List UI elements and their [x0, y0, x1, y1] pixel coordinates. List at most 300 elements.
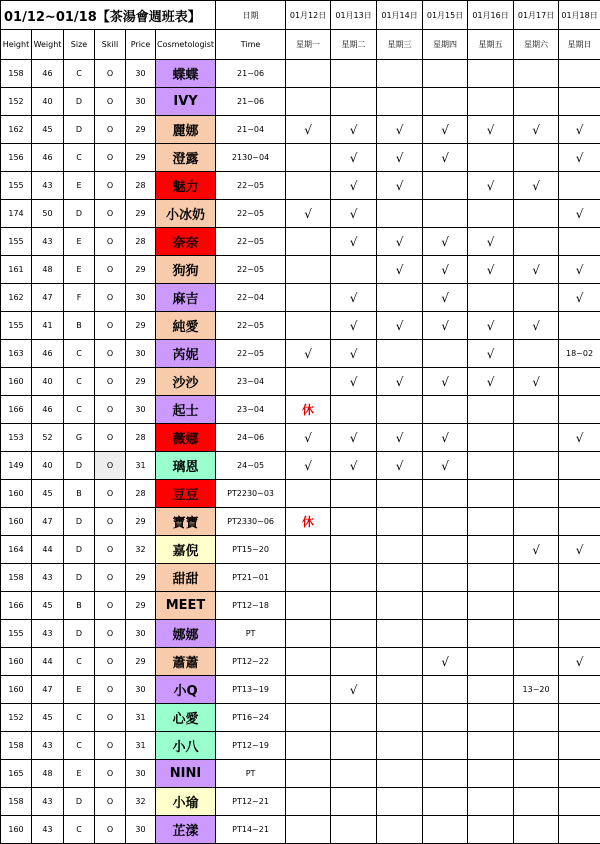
cell-height: 162: [1, 284, 32, 312]
day-cell: [514, 144, 559, 172]
day-cell: [331, 704, 377, 732]
day-cell: [331, 396, 377, 424]
shift-time: 22~05: [216, 228, 286, 256]
cell-skill: O: [95, 592, 126, 620]
cosmetologist-name: 寶寶: [156, 508, 216, 536]
table-row: [1, 144, 600, 172]
cell-skill: O: [95, 760, 126, 788]
day-cell: [377, 564, 423, 592]
cell-height: 155: [1, 228, 32, 256]
day-cell: [377, 396, 423, 424]
check-mark: √: [423, 284, 468, 312]
cell-size: C: [64, 368, 95, 396]
shift-time: PT12~18: [216, 592, 286, 620]
day-cell: [423, 88, 468, 116]
day-cell: [514, 340, 559, 368]
cell-size: E: [64, 256, 95, 284]
table-row: [1, 564, 600, 592]
cell-price: 28: [126, 424, 156, 452]
check-mark: √: [423, 116, 468, 144]
cell-price: 30: [126, 620, 156, 648]
check-mark: √: [468, 116, 514, 144]
table-row: [1, 60, 600, 88]
shift-note: 18~02: [559, 340, 600, 368]
shift-time: PT16~24: [216, 704, 286, 732]
day-cell: [559, 480, 600, 508]
cosmetologist-name: 甜甜: [156, 564, 216, 592]
day-cell: [377, 508, 423, 536]
check-mark: √: [468, 312, 514, 340]
check-mark: √: [377, 228, 423, 256]
table-row: [1, 676, 600, 704]
cell-height: 174: [1, 200, 32, 228]
day-cell: [331, 732, 377, 760]
cell-price: 30: [126, 396, 156, 424]
day-cell: [377, 620, 423, 648]
day-cell: [423, 480, 468, 508]
cell-price: 29: [126, 312, 156, 340]
day-cell: [377, 648, 423, 676]
cell-weight: 40: [32, 368, 64, 396]
table-row: [1, 732, 600, 760]
cell-height: 160: [1, 816, 32, 844]
cell-weight: 46: [32, 396, 64, 424]
shift-time: 21~04: [216, 116, 286, 144]
day-cell: [423, 536, 468, 564]
day-cell: [559, 312, 600, 340]
cell-skill: O: [95, 200, 126, 228]
cell-size: C: [64, 732, 95, 760]
table-row: [1, 816, 600, 844]
day-cell: [423, 816, 468, 844]
cell-height: 156: [1, 144, 32, 172]
weekday-header: 星期一: [286, 30, 331, 60]
check-mark: √: [423, 452, 468, 480]
day-cell: [286, 536, 331, 564]
shift-time: PT12~19: [216, 732, 286, 760]
check-mark: √: [514, 256, 559, 284]
cell-skill: O: [95, 676, 126, 704]
check-mark: √: [286, 116, 331, 144]
day-cell: [377, 704, 423, 732]
shift-time: PT12~21: [216, 788, 286, 816]
day-cell: [559, 508, 600, 536]
check-mark: √: [377, 424, 423, 452]
day-cell: [331, 592, 377, 620]
day-cell: [514, 788, 559, 816]
day-cell: [468, 592, 514, 620]
table-row: [1, 760, 600, 788]
cell-height: 161: [1, 256, 32, 284]
cell-height: 155: [1, 620, 32, 648]
day-cell: [377, 816, 423, 844]
cell-price: 32: [126, 536, 156, 564]
day-cell: [331, 620, 377, 648]
cell-skill: O: [95, 424, 126, 452]
cell-skill: O: [95, 228, 126, 256]
cell-skill: O: [95, 620, 126, 648]
shift-time: PT13~19: [216, 676, 286, 704]
column-header-skill: Skill: [95, 30, 126, 60]
shift-time: 24~05: [216, 452, 286, 480]
cosmetologist-name: 沙沙: [156, 368, 216, 396]
day-cell: [377, 536, 423, 564]
check-mark: √: [468, 340, 514, 368]
day-cell: [423, 200, 468, 228]
day-cell: [468, 480, 514, 508]
cell-size: E: [64, 676, 95, 704]
day-cell: [423, 172, 468, 200]
cell-weight: 43: [32, 228, 64, 256]
day-cell: [468, 536, 514, 564]
shift-time: 24~06: [216, 424, 286, 452]
shift-time: PT2330~06: [216, 508, 286, 536]
check-mark: √: [331, 200, 377, 228]
cell-skill: O: [95, 340, 126, 368]
day-cell: [286, 564, 331, 592]
cell-height: 165: [1, 760, 32, 788]
cosmetologist-name: 娜娜: [156, 620, 216, 648]
cell-size: F: [64, 284, 95, 312]
day-cell: [468, 88, 514, 116]
cell-height: 166: [1, 396, 32, 424]
cell-size: B: [64, 312, 95, 340]
day-cell: [377, 480, 423, 508]
cell-weight: 45: [32, 704, 64, 732]
day-cell: [514, 88, 559, 116]
table-row: [1, 172, 600, 200]
day-cell: [468, 284, 514, 312]
weekday-header: 星期四: [423, 30, 468, 60]
check-mark: √: [331, 116, 377, 144]
cell-skill: O: [95, 536, 126, 564]
check-mark: √: [514, 312, 559, 340]
cell-weight: 45: [32, 480, 64, 508]
check-mark: √: [559, 536, 600, 564]
check-mark: √: [559, 144, 600, 172]
cell-height: 158: [1, 788, 32, 816]
column-header-height: Height: [1, 30, 32, 60]
day-off-mark: 休: [286, 396, 331, 424]
day-cell: [286, 760, 331, 788]
table-row: [1, 368, 600, 396]
cell-weight: 43: [32, 172, 64, 200]
day-cell: [423, 620, 468, 648]
day-cell: [468, 396, 514, 424]
cell-price: 29: [126, 116, 156, 144]
cell-skill: O: [95, 508, 126, 536]
date-label: 日期: [216, 1, 286, 30]
day-cell: [559, 452, 600, 480]
column-header-cosmetologist: Cosmetologist: [156, 30, 216, 60]
cell-price: 30: [126, 760, 156, 788]
cell-weight: 43: [32, 620, 64, 648]
day-cell: [377, 676, 423, 704]
check-mark: √: [468, 256, 514, 284]
check-mark: √: [423, 648, 468, 676]
table-row: [1, 340, 600, 368]
day-cell: [331, 60, 377, 88]
day-cell: [286, 144, 331, 172]
table-row: [1, 116, 600, 144]
cell-weight: 45: [32, 592, 64, 620]
day-cell: [423, 396, 468, 424]
check-mark: √: [377, 368, 423, 396]
date-header: 01月18日: [559, 1, 600, 30]
day-cell: [423, 676, 468, 704]
cosmetologist-name: 狗狗: [156, 256, 216, 284]
shift-time: 23~04: [216, 368, 286, 396]
day-cell: [468, 620, 514, 648]
check-mark: √: [559, 424, 600, 452]
cosmetologist-name: 麗娜: [156, 116, 216, 144]
cell-skill: O: [95, 144, 126, 172]
check-mark: √: [377, 312, 423, 340]
check-mark: √: [559, 256, 600, 284]
day-cell: [559, 760, 600, 788]
day-cell: [286, 620, 331, 648]
table-row: [1, 592, 600, 620]
cosmetologist-name: 小瑜: [156, 788, 216, 816]
check-mark: √: [423, 228, 468, 256]
cell-weight: 47: [32, 676, 64, 704]
cell-skill: O: [95, 312, 126, 340]
check-mark: √: [377, 116, 423, 144]
check-mark: √: [331, 312, 377, 340]
check-mark: √: [331, 228, 377, 256]
cell-price: 30: [126, 60, 156, 88]
day-cell: [514, 200, 559, 228]
day-cell: [468, 732, 514, 760]
cosmetologist-name: 小冰奶: [156, 200, 216, 228]
cell-skill: O: [95, 648, 126, 676]
day-cell: [331, 788, 377, 816]
column-header-size: Size: [64, 30, 95, 60]
cell-price: 28: [126, 172, 156, 200]
cell-skill: O: [95, 396, 126, 424]
table-row: [1, 424, 600, 452]
day-cell: [559, 732, 600, 760]
day-cell: [468, 816, 514, 844]
shift-time: PT21~01: [216, 564, 286, 592]
cosmetologist-name: 純愛: [156, 312, 216, 340]
cell-size: D: [64, 200, 95, 228]
table-row: [1, 284, 600, 312]
day-cell: [468, 424, 514, 452]
day-cell: [559, 88, 600, 116]
cell-weight: 44: [32, 648, 64, 676]
day-cell: [377, 732, 423, 760]
cell-height: 160: [1, 648, 32, 676]
check-mark: √: [423, 368, 468, 396]
cell-size: C: [64, 60, 95, 88]
day-cell: [514, 732, 559, 760]
table-row: [1, 508, 600, 536]
day-cell: [559, 704, 600, 732]
shift-time: PT2230~03: [216, 480, 286, 508]
shift-time: 21~06: [216, 60, 286, 88]
cell-skill: O: [95, 704, 126, 732]
day-cell: [559, 788, 600, 816]
table-row: [1, 88, 600, 116]
cell-skill: O: [95, 368, 126, 396]
weekday-header: 星期六: [514, 30, 559, 60]
day-cell: [377, 284, 423, 312]
table-row: [1, 788, 600, 816]
day-cell: [286, 704, 331, 732]
cell-size: C: [64, 704, 95, 732]
cell-weight: 48: [32, 760, 64, 788]
shift-time: 2130~04: [216, 144, 286, 172]
check-mark: √: [286, 452, 331, 480]
column-header-row: [1, 30, 600, 60]
check-mark: √: [423, 312, 468, 340]
cell-price: 30: [126, 88, 156, 116]
check-mark: √: [331, 340, 377, 368]
cell-price: 30: [126, 816, 156, 844]
cell-weight: 43: [32, 732, 64, 760]
cosmetologist-name: 澄露: [156, 144, 216, 172]
cell-skill: O: [95, 116, 126, 144]
cell-height: 158: [1, 732, 32, 760]
check-mark: √: [331, 284, 377, 312]
cell-skill: O: [95, 564, 126, 592]
cell-price: 29: [126, 592, 156, 620]
check-mark: √: [559, 284, 600, 312]
check-mark: √: [514, 368, 559, 396]
cosmetologist-name: MEET: [156, 592, 216, 620]
check-mark: √: [377, 172, 423, 200]
day-cell: [331, 536, 377, 564]
cell-skill: O: [95, 816, 126, 844]
check-mark: √: [331, 172, 377, 200]
cell-price: 29: [126, 144, 156, 172]
shift-time: 22~04: [216, 284, 286, 312]
table-row: [1, 452, 600, 480]
cell-height: 152: [1, 88, 32, 116]
day-cell: [377, 760, 423, 788]
cell-price: 29: [126, 256, 156, 284]
check-mark: √: [423, 144, 468, 172]
cell-height: 149: [1, 452, 32, 480]
day-cell: [286, 592, 331, 620]
day-cell: [468, 788, 514, 816]
cosmetologist-name: 璃恩: [156, 452, 216, 480]
cosmetologist-name: 小Q: [156, 676, 216, 704]
day-cell: [468, 704, 514, 732]
day-cell: [468, 760, 514, 788]
date-header: 01月15日: [423, 1, 468, 30]
day-cell: [377, 340, 423, 368]
cell-size: D: [64, 536, 95, 564]
day-cell: [377, 60, 423, 88]
cell-price: 29: [126, 200, 156, 228]
day-cell: [559, 396, 600, 424]
day-cell: [377, 200, 423, 228]
check-mark: √: [331, 368, 377, 396]
date-header: 01月14日: [377, 1, 423, 30]
page-title: 01/12~01/18【茶湯會週班表】: [1, 1, 216, 30]
day-cell: [331, 508, 377, 536]
check-mark: √: [514, 116, 559, 144]
cell-weight: 46: [32, 60, 64, 88]
check-mark: √: [286, 424, 331, 452]
check-mark: √: [331, 452, 377, 480]
day-cell: [286, 648, 331, 676]
date-header: 01月16日: [468, 1, 514, 30]
cell-price: 30: [126, 676, 156, 704]
weekday-header: 星期二: [331, 30, 377, 60]
table-row: [1, 704, 600, 732]
cosmetologist-name: 芷漾: [156, 816, 216, 844]
cell-weight: 43: [32, 816, 64, 844]
cell-height: 162: [1, 116, 32, 144]
cell-skill: O: [95, 172, 126, 200]
cosmetologist-name: 起士: [156, 396, 216, 424]
check-mark: √: [377, 256, 423, 284]
cosmetologist-name: 奈奈: [156, 228, 216, 256]
cell-height: 153: [1, 424, 32, 452]
day-cell: [377, 88, 423, 116]
table-row: [1, 396, 600, 424]
cell-height: 152: [1, 704, 32, 732]
weekday-header: 星期日: [559, 30, 600, 60]
day-cell: [514, 564, 559, 592]
day-cell: [423, 60, 468, 88]
day-cell: [286, 172, 331, 200]
cell-height: 163: [1, 340, 32, 368]
day-cell: [514, 284, 559, 312]
cosmetologist-name: 薇娜: [156, 424, 216, 452]
cell-size: D: [64, 88, 95, 116]
cell-skill: O: [95, 732, 126, 760]
day-cell: [286, 676, 331, 704]
cell-price: 29: [126, 368, 156, 396]
cell-skill: O: [95, 256, 126, 284]
day-cell: [468, 648, 514, 676]
day-cell: [423, 760, 468, 788]
date-header: 01月12日: [286, 1, 331, 30]
cell-height: 160: [1, 508, 32, 536]
table-row: [1, 312, 600, 340]
shift-time: PT: [216, 620, 286, 648]
shift-time: PT14~21: [216, 816, 286, 844]
shift-note: 13~20: [514, 676, 559, 704]
table-row: [1, 200, 600, 228]
cell-weight: 43: [32, 788, 64, 816]
day-cell: [514, 704, 559, 732]
day-cell: [286, 256, 331, 284]
cell-height: 160: [1, 368, 32, 396]
check-mark: √: [559, 116, 600, 144]
column-header-weight: Weight: [32, 30, 64, 60]
shift-time: PT12~22: [216, 648, 286, 676]
day-cell: [468, 144, 514, 172]
weekday-header: 星期五: [468, 30, 514, 60]
cell-height: 155: [1, 312, 32, 340]
check-mark: √: [286, 200, 331, 228]
day-cell: [559, 620, 600, 648]
cell-weight: 46: [32, 144, 64, 172]
table-row: [1, 256, 600, 284]
cosmetologist-name: 豆豆: [156, 480, 216, 508]
shift-time: 22~05: [216, 312, 286, 340]
day-cell: [423, 592, 468, 620]
table-row: [1, 648, 600, 676]
day-cell: [286, 228, 331, 256]
cosmetologist-name: 麻吉: [156, 284, 216, 312]
day-cell: [559, 816, 600, 844]
